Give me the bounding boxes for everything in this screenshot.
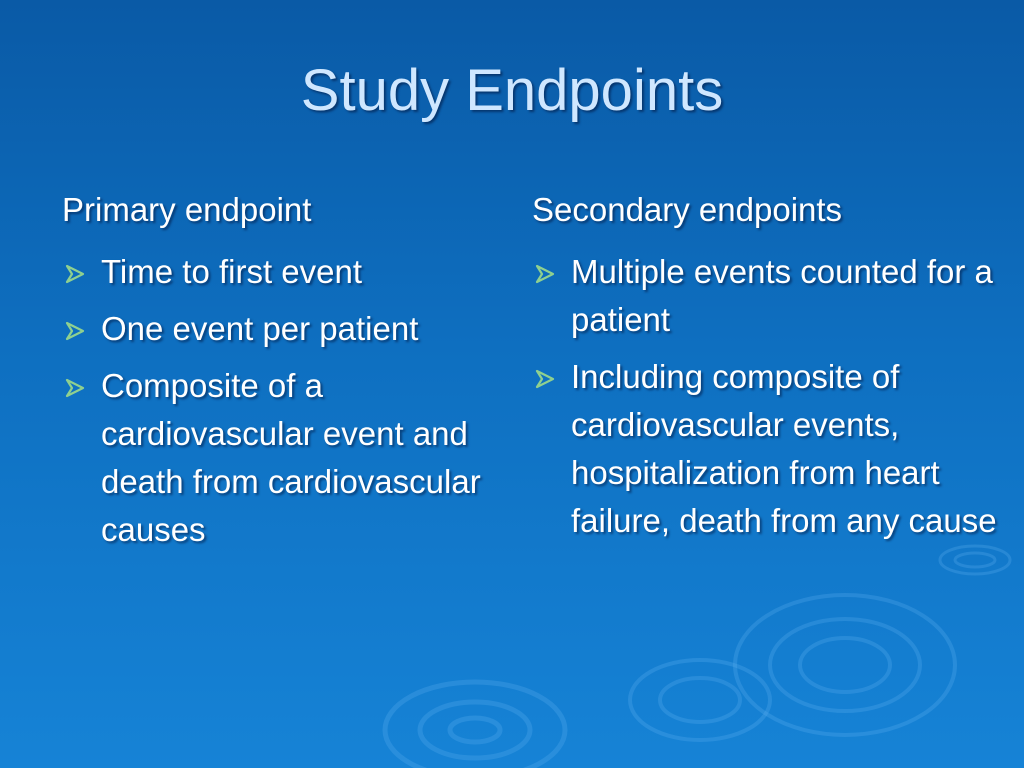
list-item	[532, 353, 1002, 545]
list-item-text: Including composite of cardiovascular events, hospitalization from heart failure, death from any cause	[571, 358, 997, 539]
secondary-endpoints-list	[532, 248, 1002, 545]
list-item	[62, 248, 502, 296]
primary-endpoint-column	[62, 190, 502, 563]
arrow-bullet-icon	[534, 369, 556, 389]
arrow-bullet-icon	[64, 378, 86, 398]
list-item	[62, 305, 502, 353]
list-item-text: Time to first event	[101, 253, 363, 290]
arrow-bullet-icon	[64, 264, 86, 284]
secondary-endpoints-column	[532, 190, 1002, 554]
arrow-bullet-icon	[534, 264, 556, 284]
secondary-endpoints-heading: Secondary endpoints	[532, 191, 843, 228]
list-item	[532, 248, 1002, 344]
list-item-text: One event per patient	[101, 310, 419, 347]
primary-endpoint-list	[62, 248, 502, 554]
slide-title: Study Endpoints	[300, 58, 724, 123]
arrow-bullet-icon	[64, 321, 86, 341]
primary-endpoint-heading: Primary endpoint	[62, 191, 312, 228]
list-item-text: Composite of a cardiovascular event and death from cardiovascular causes	[101, 367, 481, 548]
list-item-text: Multiple events counted for a patient	[571, 253, 993, 338]
list-item	[62, 362, 502, 554]
